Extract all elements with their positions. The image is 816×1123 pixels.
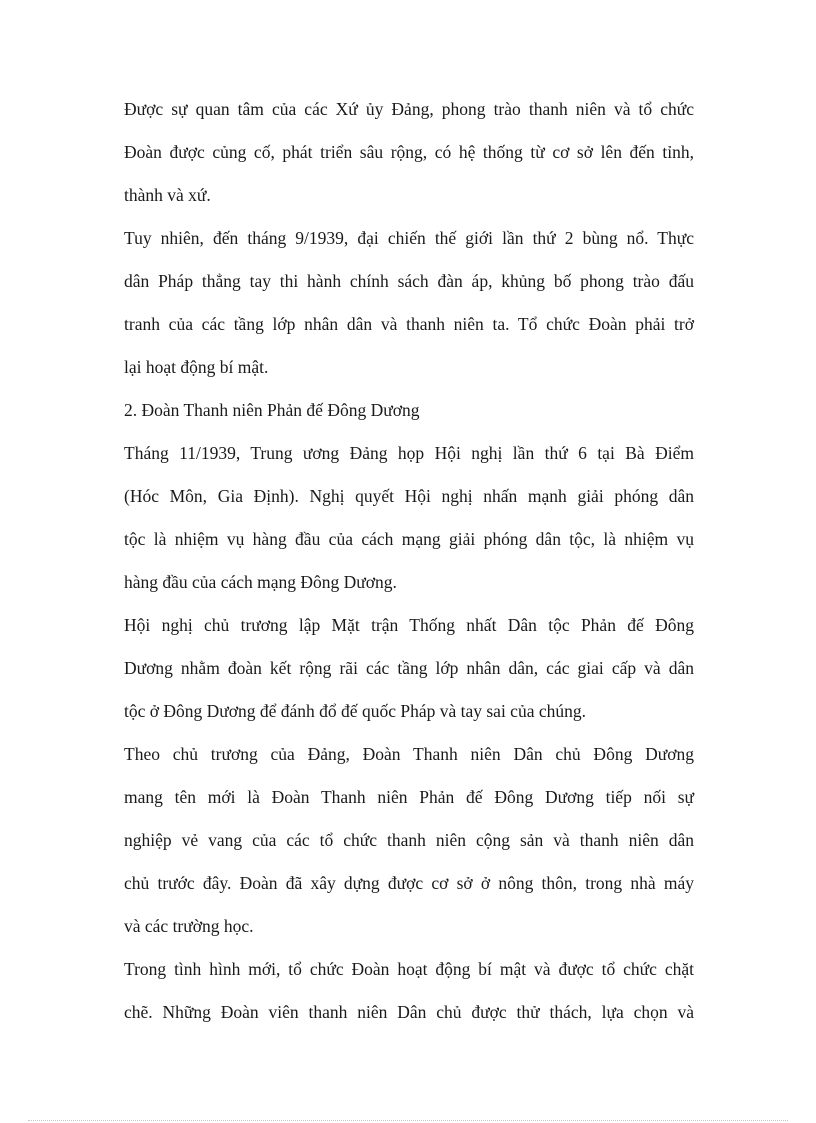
paragraph-line: Được sự quan tâm của các Xứ ủy Đảng, phong trào thanh niên và tổ chức <box>124 99 694 119</box>
page-bottom-divider <box>28 1120 788 1121</box>
paragraph-line: hàng đầu của cách mạng Đông Dương. <box>124 572 397 592</box>
paragraph-line: nghiệp vẻ vang của các tổ chức thanh niên cộng sản và thanh niên dân <box>124 830 694 850</box>
section-heading: 2. Đoàn Thanh niên Phản đế Đông Dương <box>124 400 420 420</box>
paragraph-line: và các trường học. <box>124 916 254 936</box>
paragraph-line: Tuy nhiên, đến tháng 9/1939, đại chiến thế giới lần thứ 2 bùng nổ. Thực <box>124 228 694 248</box>
paragraph-line: mang tên mới là Đoàn Thanh niên Phản đế Đông Dương tiếp nối sự <box>124 787 694 807</box>
paragraph-line: tranh của các tầng lớp nhân dân và thanh niên ta. Tổ chức Đoàn phải trở <box>124 314 694 334</box>
paragraph-line: chẽ. Những Đoàn viên thanh niên Dân chủ được thử thách, lựa chọn và <box>124 1002 694 1022</box>
paragraph-line: Trong tình hình mới, tổ chức Đoàn hoạt động bí mật và được tổ chức chặt <box>124 959 694 979</box>
paragraph-line: (Hóc Môn, Gia Định). Nghị quyết Hội nghị nhấn mạnh giải phóng dân <box>124 486 694 506</box>
paragraph-line: Tháng 11/1939, Trung ương Đảng họp Hội nghị lần thứ 6 tại Bà Điểm <box>124 443 694 463</box>
paragraph-line: Hội nghị chủ trương lập Mặt trận Thống nhất Dân tộc Phản đế Đông <box>124 615 694 635</box>
paragraph-line: chủ trước đây. Đoàn đã xây dựng được cơ sở ở nông thôn, trong nhà máy <box>124 873 694 893</box>
paragraph-line: tộc là nhiệm vụ hàng đầu của cách mạng giải phóng dân tộc, là nhiệm vụ <box>124 529 694 549</box>
paragraph-line: Đoàn được củng cố, phát triển sâu rộng, có hệ thống từ cơ sở lên đến tỉnh, <box>124 142 694 162</box>
paragraph-line: lại hoạt động bí mật. <box>124 357 269 377</box>
paragraph-line: tộc ở Đông Dương để đánh đổ đế quốc Pháp và tay sai của chúng. <box>124 701 586 721</box>
document-page <box>124 88 694 1034</box>
paragraph-line: Dương nhằm đoàn kết rộng rãi các tầng lớp nhân dân, các giai cấp và dân <box>124 658 694 678</box>
paragraph-line: Theo chủ trương của Đảng, Đoàn Thanh niên Dân chủ Đông Dương <box>124 744 694 764</box>
paragraph-line: dân Pháp thẳng tay thi hành chính sách đàn áp, khủng bố phong trào đấu <box>124 271 694 291</box>
paragraph-line: thành và xứ. <box>124 185 211 205</box>
